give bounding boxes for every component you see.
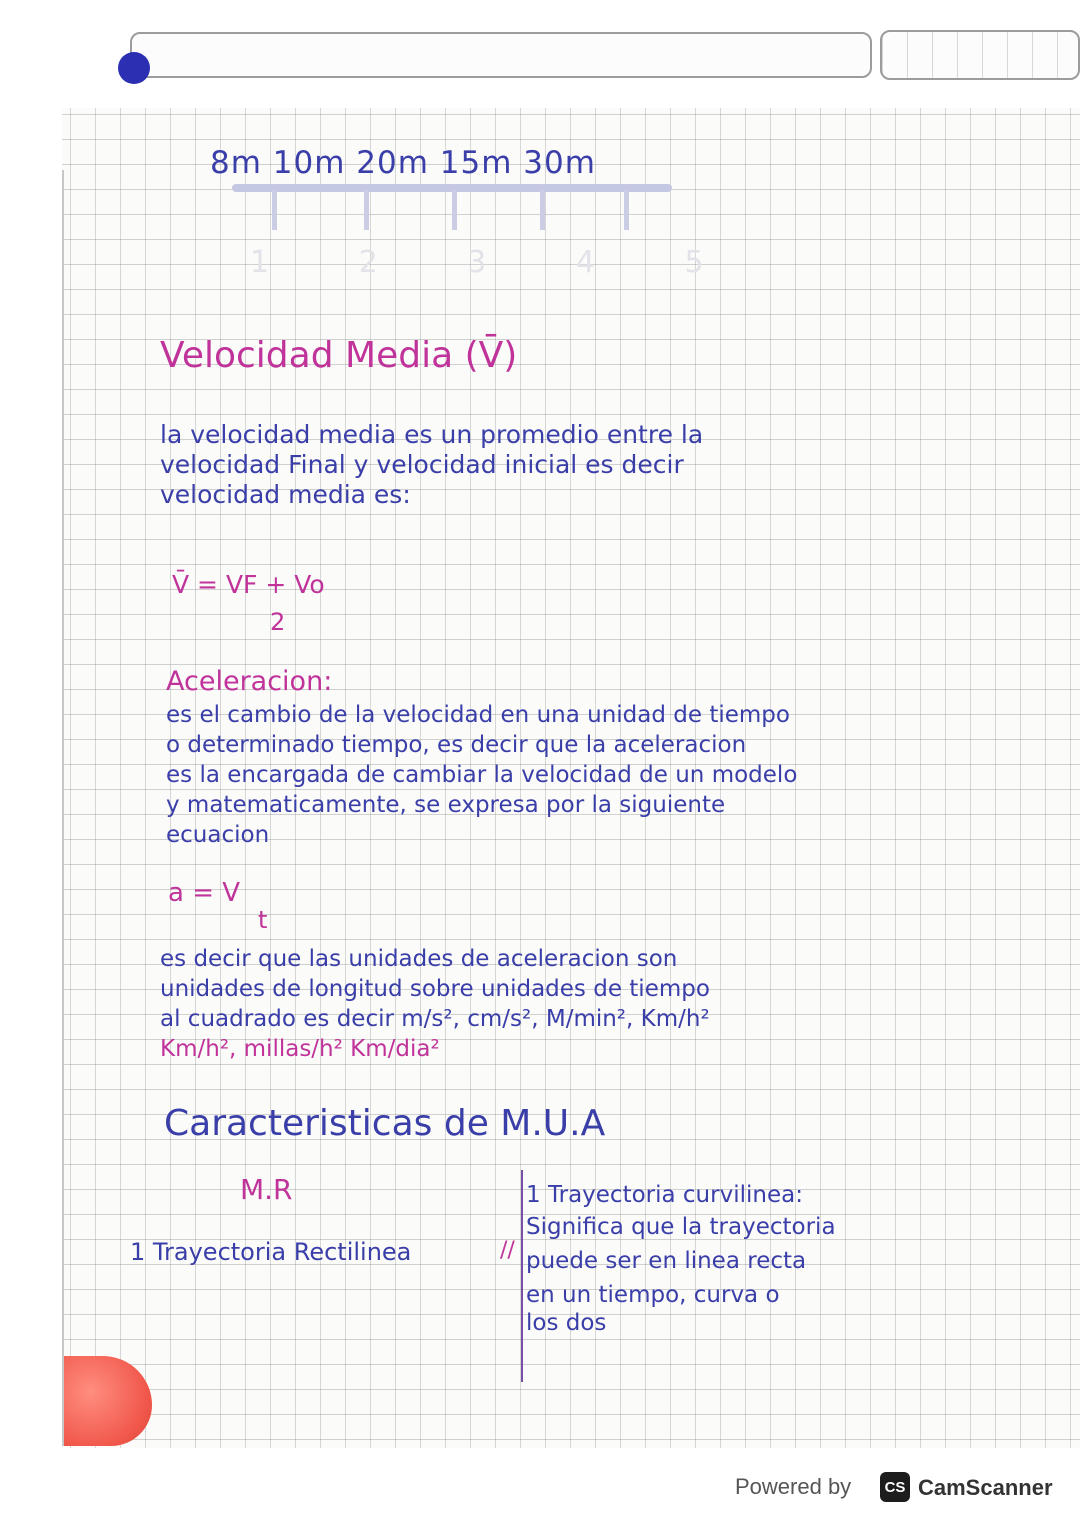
aceleracion-line: o determinado tiempo, es decir que la aceleracion [166, 732, 747, 758]
velocidad-formula-denominator: 2 [270, 608, 286, 636]
number-line-tick [540, 190, 545, 230]
paper-edge [62, 170, 64, 1446]
unidades-line: al cuadrado es decir m/s², cm/s², M/min², Km/h² [160, 1006, 710, 1032]
velocidad-line: velocidad media es: [160, 480, 411, 509]
camscanner-logo-icon: CS [880, 1472, 910, 1502]
number-line-tick [452, 190, 457, 230]
trayectoria-rectilinea: 1 Trayectoria Rectilinea [130, 1238, 412, 1266]
aceleracion-formula-denominator: t [258, 906, 268, 934]
caracteristicas-title: Caracteristicas de M.U.A [164, 1103, 606, 1144]
camscanner-brand: CamScanner [918, 1475, 1053, 1500]
aceleracion-line: es el cambio de la velocidad en una unidad de tiempo [166, 702, 790, 728]
aceleracion-line: y matematicamente, se expresa por la siguiente [166, 792, 726, 818]
header-box-right [880, 30, 1080, 80]
aceleracion-line: ecuacion [166, 822, 270, 848]
unidades-line: Km/h², millas/h² Km/dia² [160, 1036, 440, 1062]
velocidad-formula-numerator: V̄ = VF + Vo [172, 570, 325, 599]
number-line-labels: 8m 10m 20m 15m 30m [210, 145, 596, 181]
velocidad-line: velocidad Final y velocidad inicial es decir [160, 450, 684, 479]
velocidad-line: la velocidad media es un promedio entre la [160, 420, 704, 449]
number-line-tick [364, 190, 369, 230]
number-line-tick [272, 190, 277, 230]
curvilinea-line: los dos [526, 1310, 607, 1336]
number-line-ghost-numbers: 1 2 3 4 5 [250, 245, 744, 280]
unidades-line: unidades de longitud sobre unidades de tiempo [160, 976, 710, 1002]
powered-by-text: Powered by [735, 1474, 852, 1499]
hole-icon [118, 52, 150, 84]
divider-mark: // [500, 1238, 515, 1263]
number-line-tick [624, 190, 629, 230]
mr-subtitle: M.R [240, 1173, 293, 1206]
curvilinea-line: puede ser en linea recta [526, 1248, 807, 1274]
unidades-line: es decir que las unidades de aceleracion son [160, 946, 678, 972]
aceleracion-title: Aceleracion: [166, 666, 333, 697]
velocidad-media-title: Velocidad Media (V̄) [160, 335, 518, 376]
aceleracion-formula-numerator: a = V [168, 878, 241, 908]
aceleracion-line: es la encargada de cambiar la velocidad de un modelo [166, 762, 798, 788]
column-divider [521, 1170, 523, 1382]
header-box-left [130, 32, 872, 78]
curvilinea-line: 1 Trayectoria curvilinea: [526, 1182, 803, 1208]
curvilinea-line: en un tiempo, curva o [526, 1282, 780, 1308]
curvilinea-line: Significa que la trayectoria [526, 1214, 836, 1240]
